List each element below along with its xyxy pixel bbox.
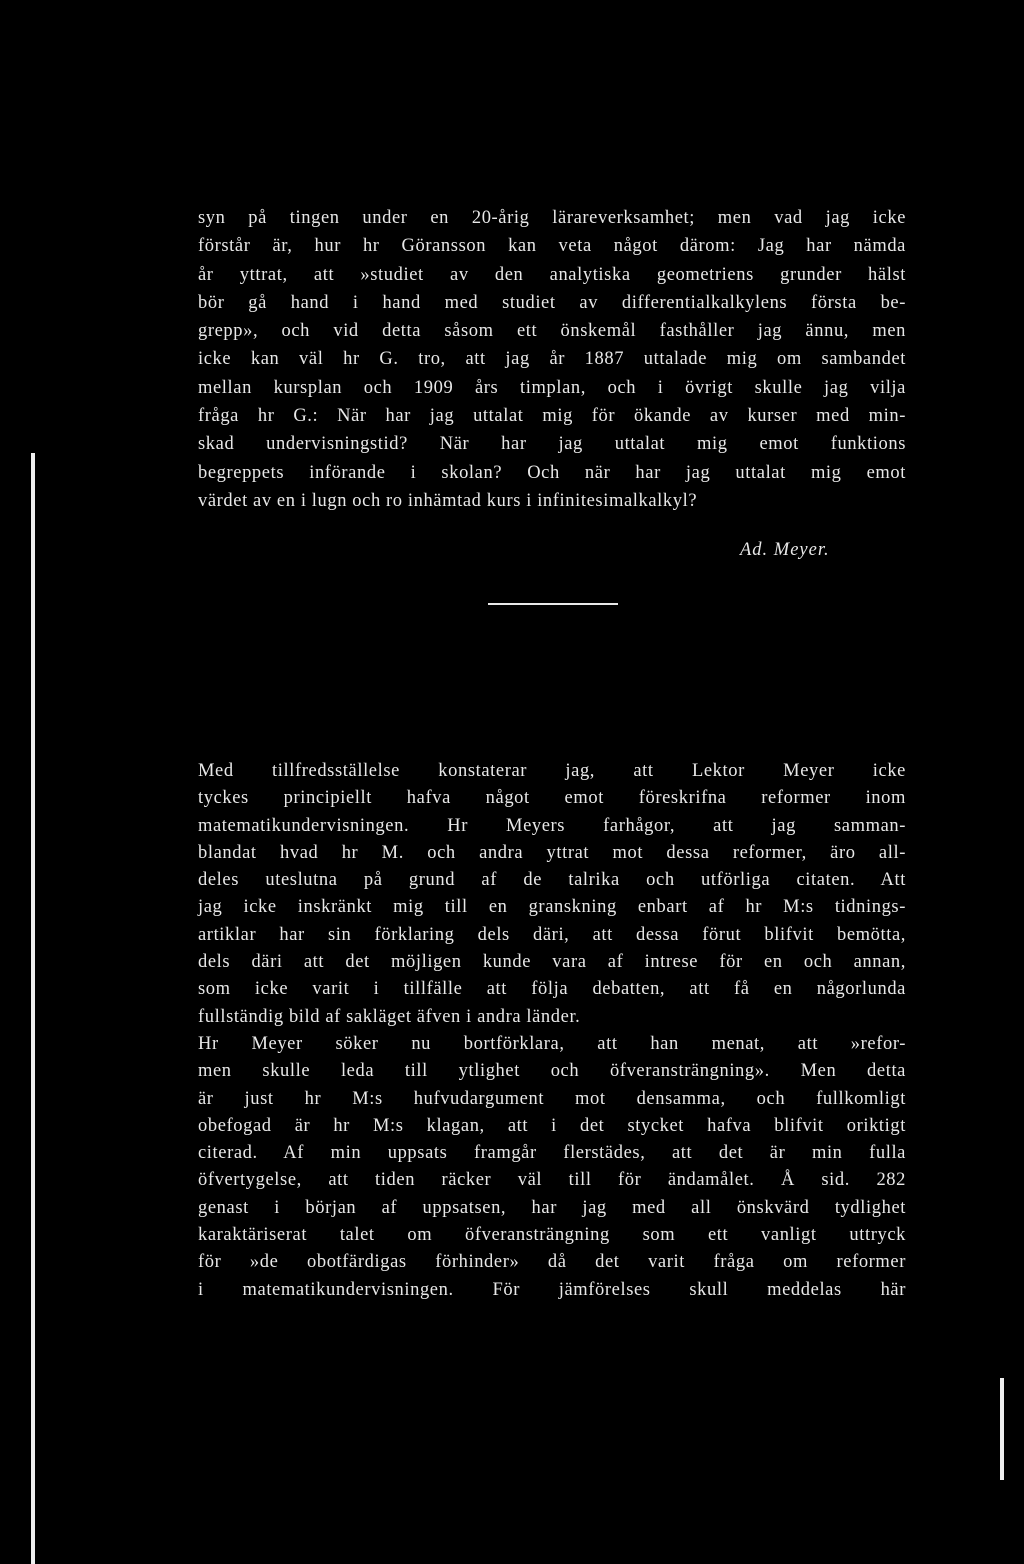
text-line: icke kan väl hr G. tro, att jag år 1887 uttalade mig om sambandet [198,349,906,370]
text-line: deles uteslutna på grund af de talrika och utförliga citaten. Att [198,870,906,891]
margin-rule-left-upper [31,453,35,1050]
margin-rule-left-lower [31,1050,35,1564]
text-line: tyckes principiellt hafva något emot föreskrifna reformer inom [198,788,906,809]
text-line: år yttrat, att »studiet av den analytiska geometriens grunder hälst [198,264,906,285]
text-line: syn på tingen under en 20-årig lärareverksamhet; men vad jag icke [198,208,906,228]
margin-rule-right [1000,1378,1004,1480]
text-line: Hr Meyer söker nu bortförklara, att han menat, att »refor- [198,1033,906,1054]
text-line: begreppets införande i skolan? Och när har jag uttalat mig emot [198,462,906,483]
text-line: skad undervisningstid? När har jag uttalat mig emot funktions [198,434,906,455]
text-line: genast i början af uppsatsen, har jag med all önskvärd tydlighet [198,1197,906,1218]
text-line: bör gå hand i hand med studiet av differentialkalkylens första be- [198,292,906,313]
text-line: blandat hvad hr M. och andra yttrat mot dessa reformer, äro all- [198,842,906,863]
text-line: citerad. Af min uppsats framgår flerstädes, att det är min fulla [198,1143,906,1164]
text-line: matematikundervisningen. Hr Meyers farhågor, att jag samman- [198,815,906,836]
meyer-reply-paragraph [198,204,906,515]
text-line: dels däri att det möjligen kunde vara af intrese för en och annan, [198,952,906,973]
text-line: är just hr M:s hufvudargument mot densamma, och fullkomligt [198,1088,906,1109]
text-line: förstår är, hur hr Göransson kan veta något därom: Jag har nämda [198,236,906,257]
text-line: för »de obotfärdigas förhinder» då det varit fråga om reformer [198,1252,906,1273]
text-line: men skulle leda till ytlighet och öfveransträngning». Men detta [198,1061,906,1082]
text-line: i matematikundervisningen. För jämförelses skull meddelas här [198,1279,906,1300]
goransson-response-text [198,758,906,1304]
text-line: karaktäriserat talet om öfveransträngning som ett vanligt uttryck [198,1225,906,1246]
text-line: som icke varit i tillfälle att följa debatten, att få en någorlunda [198,979,906,1000]
text-line: fråga hr G.: När har jag uttalat mig för ökande av kurser med min- [198,406,906,427]
text-line: fullständig bild af sakläget äfven i andra länder. [198,1006,581,1027]
text-line: jag icke inskränkt mig till en granskning enbart af hr M:s tidnings- [198,897,906,918]
section-divider [488,603,618,605]
text-line: artiklar har sin förklaring dels däri, att dessa förut blifvit bemötta, [198,924,906,945]
text-line: grepp», och vid detta såsom ett önskemål fasthåller jag ännu, men [198,321,906,342]
text-line: värdet av en i lugn och ro inhämtad kurs i infinitesimalkalkyl? [198,490,698,511]
text-line: öfvertygelse, att tiden räcker väl till för ändamålet. Å sid. 282 [198,1170,906,1191]
text-line: Med tillfredsställelse konstaterar jag, att Lektor Meyer icke [198,761,906,781]
author-signature: Ad. Meyer. [740,540,830,560]
text-line: mellan kursplan och 1909 års timplan, och i övrigt skulle jag vilja [198,377,906,398]
text-line: obefogad är hr M:s klagan, att i det stycket hafva blifvit oriktigt [198,1115,906,1136]
